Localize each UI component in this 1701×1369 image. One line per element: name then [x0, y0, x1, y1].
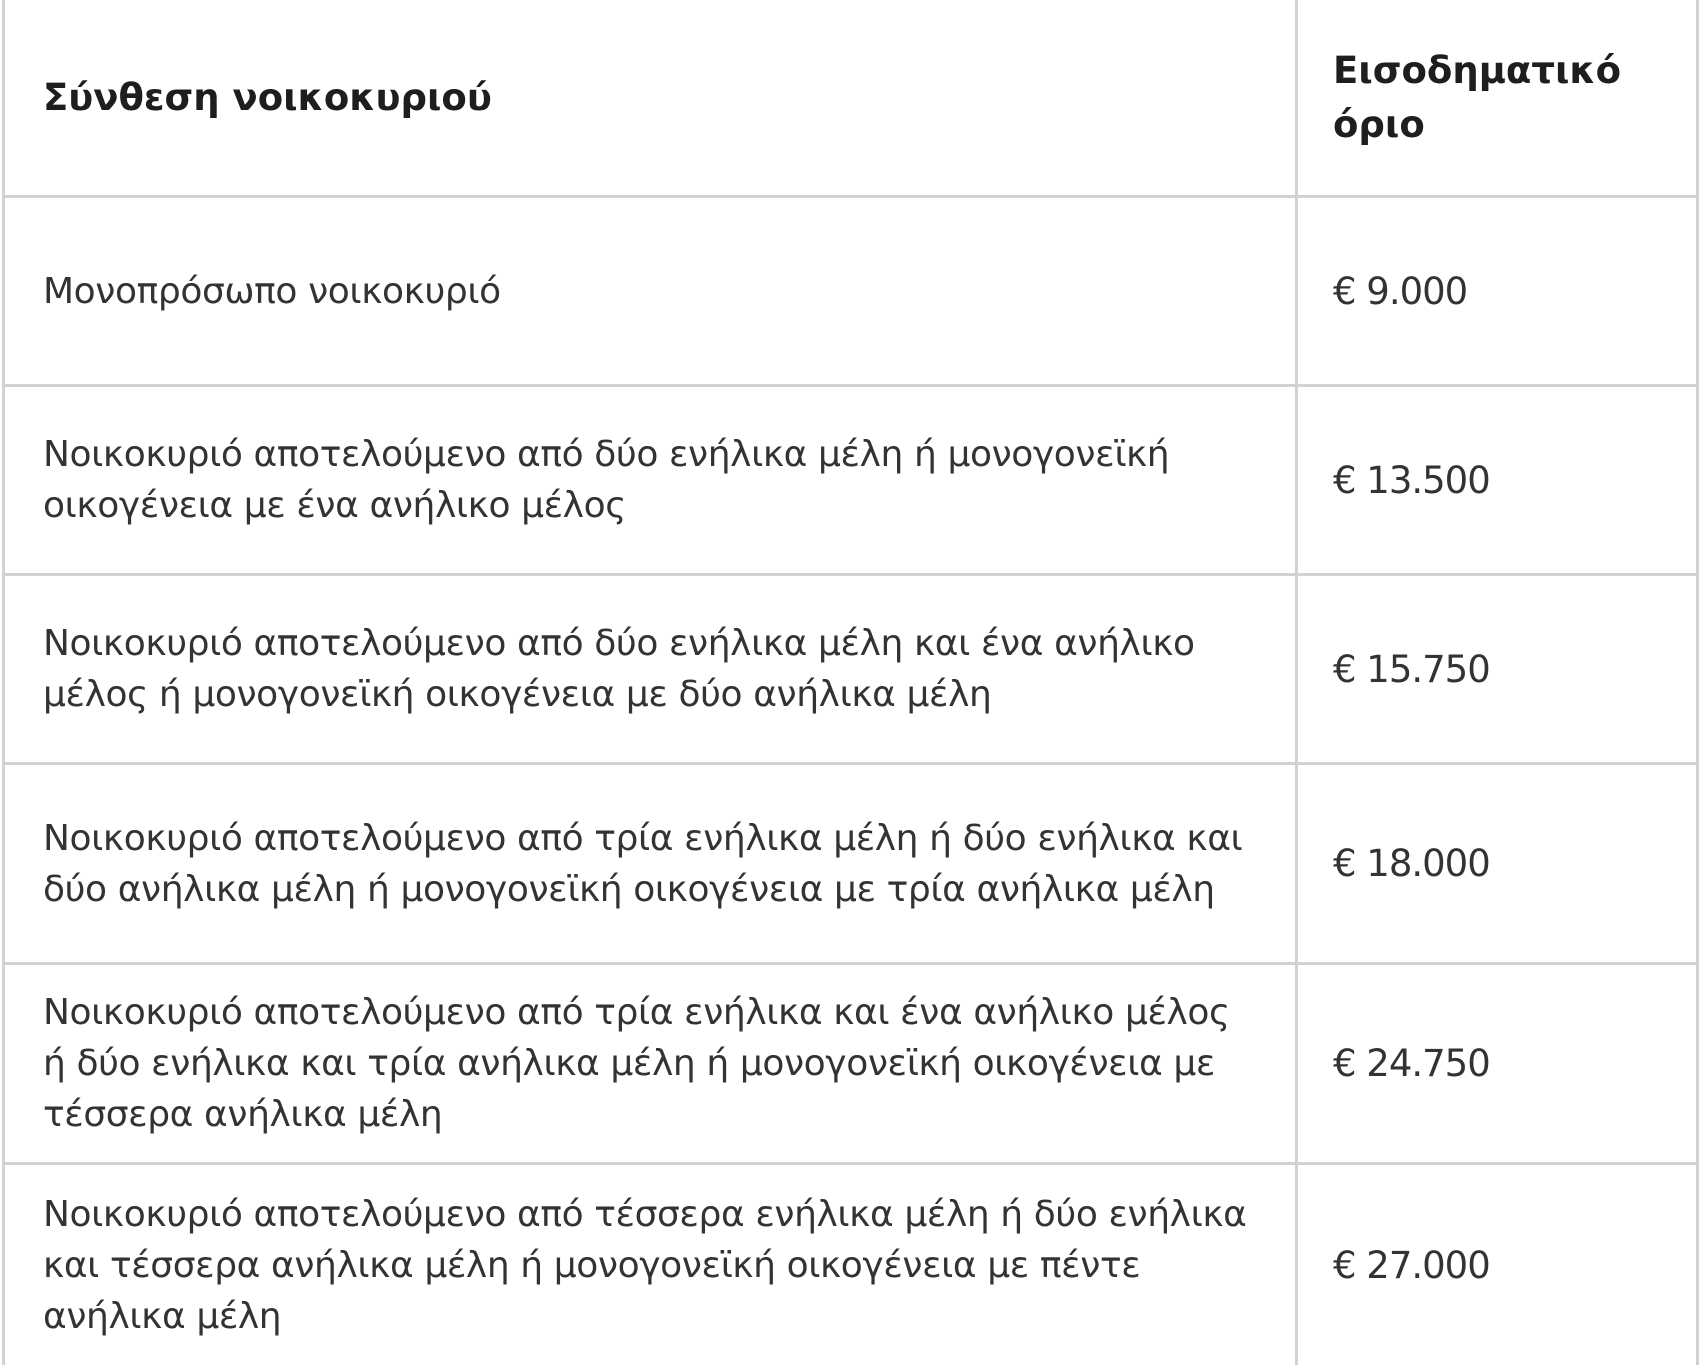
income-limit-cell: € 24.750 — [1297, 964, 1698, 1164]
table-row — [4, 964, 1698, 1164]
income-limits-table-container — [2, 0, 1696, 1365]
table-row — [4, 764, 1698, 964]
table-header — [4, 0, 1698, 197]
household-composition-cell: Νοικοκυριό αποτελούμενο από δύο ενήλικα μέλη και ένα ανήλικο μέλος ή μονογονεϊκή οικογένεια με δύο ανήλικα μέλη — [4, 575, 1297, 764]
header-row — [4, 0, 1698, 197]
income-limit-cell: € 9.000 — [1297, 197, 1698, 386]
table-row — [4, 386, 1698, 575]
household-composition-cell: Μονοπρόσωπο νοικοκυριό — [4, 197, 1297, 386]
column-header-income-limit: Εισοδηματικό όριο — [1297, 0, 1698, 197]
income-limit-cell: € 13.500 — [1297, 386, 1698, 575]
income-limit-cell: € 27.000 — [1297, 1164, 1698, 1366]
table-row — [4, 1164, 1698, 1366]
household-composition-cell: Νοικοκυριό αποτελούμενο από τέσσερα ενήλικα μέλη ή δύο ενήλικα και τέσσερα ανήλικα μέλη ή μονογονεϊκή οικογένεια με πέντε ανήλικα μέλη — [4, 1164, 1297, 1366]
income-limit-cell: € 18.000 — [1297, 764, 1698, 964]
household-composition-cell: Νοικοκυριό αποτελούμενο από τρία ενήλικα και ένα ανήλικο μέλος ή δύο ενήλικα και τρία ανήλικα μέλη ή μονογονεϊκή οικογένεια με τέσσερα ανήλικα μέλη — [4, 964, 1297, 1164]
column-header-household-composition: Σύνθεση νοικοκυριού — [4, 0, 1297, 197]
table-row — [4, 197, 1698, 386]
household-composition-cell: Νοικοκυριό αποτελούμενο από τρία ενήλικα μέλη ή δύο ενήλικα και δύο ανήλικα μέλη ή μονογονεϊκή οικογένεια με τρία ανήλικα μέλη — [4, 764, 1297, 964]
income-limits-table — [2, 0, 1699, 1365]
household-composition-cell: Νοικοκυριό αποτελούμενο από δύο ενήλικα μέλη ή μονογονεϊκή οικογένεια με ένα ανήλικο μέλος — [4, 386, 1297, 575]
income-limit-cell: € 15.750 — [1297, 575, 1698, 764]
table-row — [4, 575, 1698, 764]
table-body — [4, 197, 1698, 1366]
